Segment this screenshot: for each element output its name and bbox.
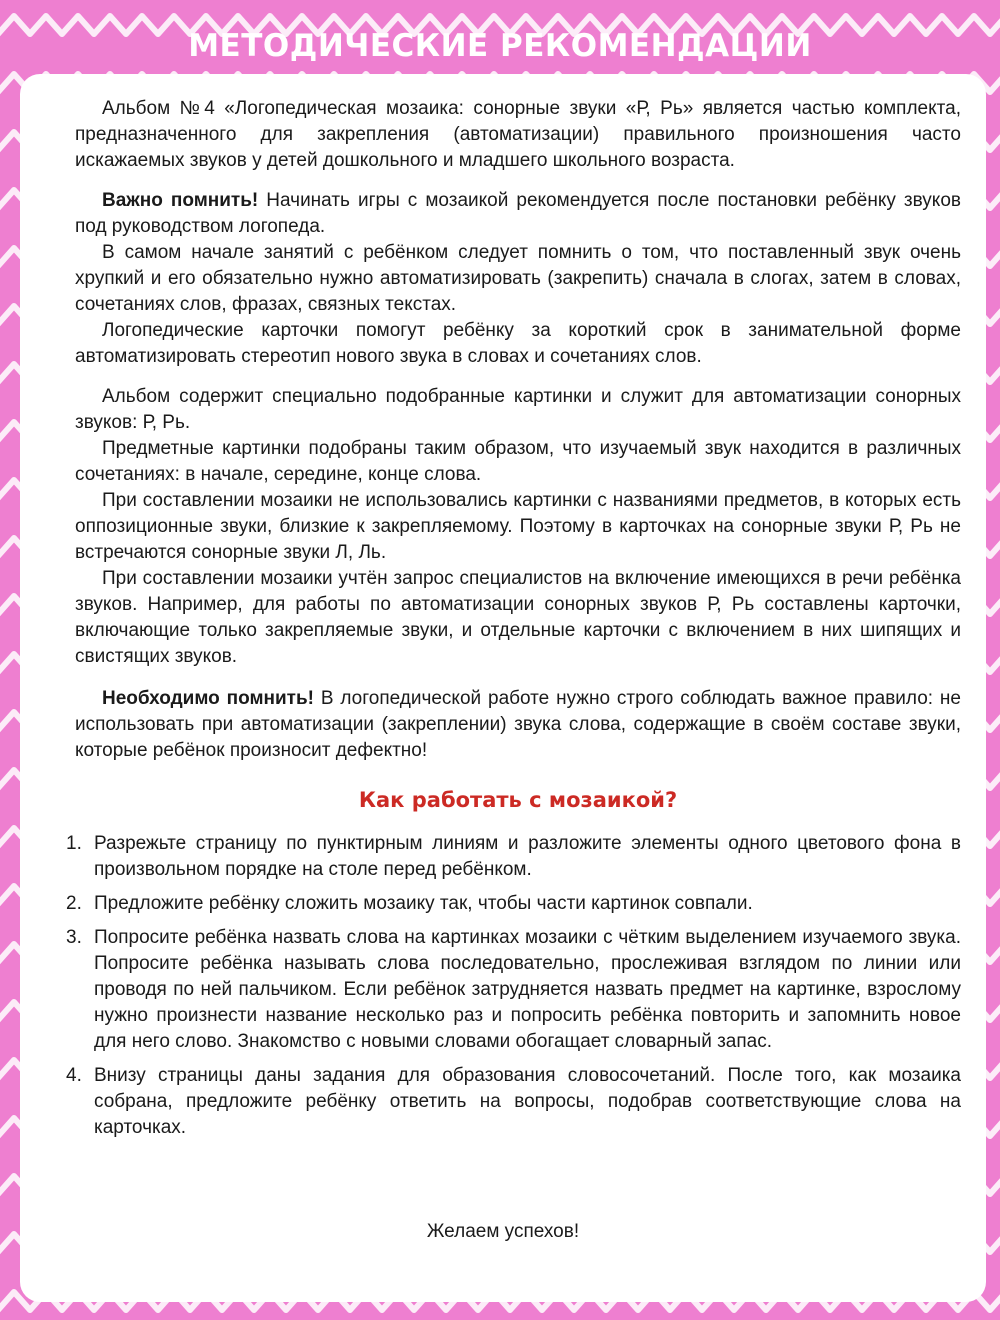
paragraph-album-contents: Альбом содержит специально подобранные картинки и служит для автоматизации сонорных звуков: Р, Рь. bbox=[75, 386, 961, 433]
step-item bbox=[66, 925, 961, 1055]
step-number: 2. bbox=[66, 893, 82, 914]
step-item bbox=[66, 831, 961, 883]
step-text: Предложите ребёнку сложить мозаику так, чтобы части картинок совпали. bbox=[94, 893, 753, 914]
paragraph-important bbox=[75, 188, 961, 240]
step-number: 3. bbox=[66, 927, 82, 948]
farewell-text: Желаем успехов! bbox=[426, 1221, 580, 1242]
must-remember-label: Необходимо помнить! bbox=[102, 688, 314, 709]
paragraph-picture-selection: Предметные картинки подобраны таким образом, что изучаемый звук находится в различных сочетаниях: в начале, середине, конце слова. bbox=[75, 438, 961, 485]
paragraph-fragile-sound: В самом начале занятий с ребёнком следует помнить о том, что поставленный звук очень хрупкий и его обязательно нужно автоматизировать (закрепить) сначала в слогах, затем в словах, сочетаниях слов, фразах, связных текстах. bbox=[75, 242, 961, 315]
paragraph-specialists-request: При составлении мозаики учтён запрос специалистов на включение имеющихся в речи ребёнка звуков. Например, для работы по автоматизации сонорных звуков Р, Рь составлены карточки, включающие только закрепляемые звуки, и отдельные карточки с включением в них шипящих и свистящих звуков. bbox=[75, 568, 961, 667]
step-text: Внизу страницы даны задания для образования словосочетаний. После того, как мозаика собрана, предложите ребёнку ответить на вопросы, подобрав соответствующие слова на карточках. bbox=[94, 1065, 961, 1138]
content-panel bbox=[20, 74, 986, 1302]
howto-title: Как работать с мозаикой? bbox=[358, 788, 678, 812]
important-note-label: Важно помнить! bbox=[102, 190, 259, 211]
must-remember-text: В логопедической работе нужно строго соблюдать важное правило: не использовать при автоматизации (закреплении) звука слова, содержащие в своём составе звуки, которые ребёнок произносит дефектно! bbox=[75, 688, 961, 761]
page-title: МЕТОДИЧЕСКИЕ РЕКОМЕНДАЦИИ bbox=[188, 28, 812, 64]
paragraph-cards-help: Логопедические карточки помогут ребёнку за короткий срок в занимательной форме автоматизировать стереотип нового звука в словах и сочетаниях слов. bbox=[75, 320, 961, 367]
paragraph-intro: Альбом №4 «Логопедическая мозаика: сонорные звуки «Р, Рь» является частью комплекта, предназначенного для закрепления (автоматизации) правильного произношения часто искажаемых звуков у детей дошкольного и младшего школьного возраста. bbox=[75, 98, 961, 171]
step-number: 1. bbox=[66, 833, 82, 854]
paragraph-must-remember bbox=[75, 686, 961, 764]
step-text: Попросите ребёнка назвать слова на картинках мозаики с чётким выделением изучаемого звука. Попросите ребёнка называть слова последовательно, прослеживая взглядом по линии или проводя по ней пальчиком. Если ребёнок затрудняется назвать предмет на картинке, взрослому нужно произнести название несколько раз и попросить ребёнка повторить и запомнить новое для него слово. Знакомство с новыми словами обогащает словарный запас. bbox=[94, 927, 961, 1052]
step-number: 4. bbox=[66, 1065, 82, 1086]
step-item bbox=[66, 1063, 961, 1141]
step-item bbox=[66, 891, 961, 917]
paragraph-opposition-sounds: При составлении мозаики не использовались картинки с названиями предметов, в которых есть оппозиционные звуки, близкие к закрепляемому. Поэтому в карточках на сонорные звуки Р, Рь не встречаются сонорные звуки Л, Ль. bbox=[75, 490, 961, 563]
howto-steps bbox=[66, 831, 961, 1141]
important-note-text: Начинать игры с мозаикой рекомендуется после постановки ребёнку звуков под руководством логопеда. bbox=[75, 190, 961, 237]
methodical-text bbox=[66, 96, 961, 1141]
step-text: Разрежьте страницу по пунктирным линиям и разложите элементы одного цветового фона в произвольном порядке на столе перед ребёнком. bbox=[94, 833, 961, 880]
